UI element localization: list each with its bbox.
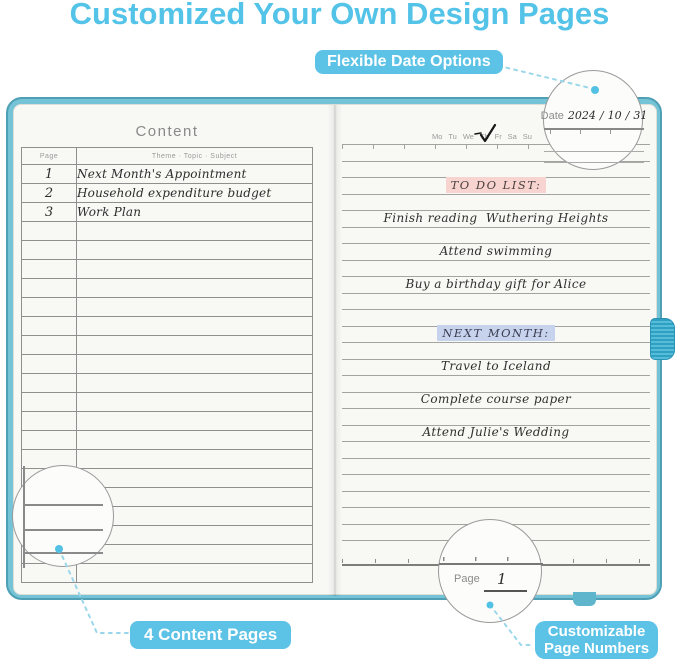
content-page-title: Content: [135, 123, 199, 140]
page-number-cell: [22, 317, 77, 336]
table-header-page: Page: [22, 148, 77, 165]
handwritten-entry: Complete course paper: [420, 392, 572, 406]
page-number-cell: [22, 336, 77, 355]
table-row: [22, 298, 313, 317]
table-header-row: [22, 148, 313, 165]
date-separator: /: [599, 109, 604, 122]
weekday-label: We: [462, 132, 474, 141]
subject-cell: Next Month's Appointment: [77, 165, 313, 184]
section-heading: NEXT MONTH:: [340, 325, 652, 341]
table-row: [22, 203, 313, 222]
ruled-line: [342, 491, 650, 492]
subject-cell: [77, 412, 313, 431]
callout-4-content-pages: 4 Content Pages: [130, 621, 291, 649]
ruled-line: [342, 375, 650, 376]
magnifier-content-circle: [12, 465, 114, 567]
date-label: Date: [540, 110, 564, 122]
handwritten-entry: Travel to Iceland: [440, 359, 552, 373]
callout-line-1: Customizable: [547, 623, 646, 640]
page-number-cell: 1: [22, 165, 77, 184]
table-row-line: [23, 504, 103, 506]
subject-cell: [77, 222, 313, 241]
subject-cell: [77, 431, 313, 450]
table-row: [22, 184, 313, 203]
table-row: [22, 393, 313, 412]
ruled-line: [342, 474, 650, 475]
page-title: Customized Your Own Design Pages: [69, 0, 610, 31]
page-number-value: 1: [497, 570, 507, 588]
subject-cell: [77, 545, 313, 564]
page-number-cell: 2: [22, 184, 77, 203]
weekday-label: Th: [479, 132, 489, 141]
ruled-line: [342, 260, 650, 261]
magnifier-date-circle: [540, 70, 648, 170]
table-row: [22, 279, 313, 298]
subject-cell: [77, 469, 313, 488]
tick-marks: [550, 130, 640, 134]
handwritten-entry: Finish reading Wuthering Heights: [383, 210, 609, 225]
callout-flexible-date-options: Flexible Date Options: [315, 50, 503, 74]
weekday-label: Tu: [448, 132, 457, 141]
page-number-cell: [22, 393, 77, 412]
handwritten-entry: Attend swimming: [439, 243, 553, 258]
table-row: [22, 165, 313, 184]
ruled-line: [544, 162, 644, 163]
subject-cell: [77, 450, 313, 469]
weekday-label: Su: [522, 132, 532, 141]
magnifier-page-circle: [438, 519, 542, 623]
subject-cell: [77, 393, 313, 412]
handwritten-entry: Attend Julie's Wedding: [422, 425, 570, 439]
date-field: [540, 109, 648, 122]
page-number-cell: [22, 355, 77, 374]
weekday-label: Fr: [494, 132, 502, 141]
date-separator: /: [625, 109, 630, 122]
subject-cell: [77, 241, 313, 260]
table-row: [22, 222, 313, 241]
table-row: [22, 241, 313, 260]
table-row: [22, 355, 313, 374]
ruled-line: [439, 563, 543, 565]
section-heading: TO DO LIST:: [340, 177, 652, 193]
table-row: [22, 412, 313, 431]
date-day: 31: [633, 109, 648, 122]
table-header-subject: Theme · Topic · Subject: [77, 148, 313, 165]
subject-cell: [77, 564, 313, 583]
ruled-line: [342, 293, 650, 294]
weekday-label: Mo: [432, 132, 443, 141]
page-number-cell: [22, 431, 77, 450]
ruled-line: [342, 458, 650, 459]
page-number-underline: [484, 590, 527, 592]
subject-cell: [77, 298, 313, 317]
subject-cell: [77, 317, 313, 336]
subject-cell: [77, 355, 313, 374]
page-number-cell: [22, 279, 77, 298]
page-number-cell: [22, 241, 77, 260]
table-row: [22, 336, 313, 355]
table-row: [22, 374, 313, 393]
table-row: [22, 260, 313, 279]
page-number-cell: 3: [22, 203, 77, 222]
callout-customizable-page-numbers: [535, 621, 658, 659]
table-row-line: [23, 529, 103, 531]
subject-cell: [77, 374, 313, 393]
weekday-label: Sa: [507, 132, 517, 141]
table-row-line: [23, 552, 103, 554]
pen-loop: [650, 318, 675, 360]
subject-cell: [77, 260, 313, 279]
ruled-line: [342, 342, 650, 343]
ruled-line: [342, 227, 650, 228]
ruled-line: [544, 151, 644, 152]
table-row: [22, 431, 313, 450]
subject-cell: [77, 336, 313, 355]
date-month: 10: [607, 109, 622, 122]
table-row: [22, 317, 313, 336]
ruled-line: [342, 309, 650, 310]
subject-cell: [77, 279, 313, 298]
page-number-cell: [22, 260, 77, 279]
ruled-line: [342, 194, 650, 195]
date-year: 2024: [567, 109, 596, 122]
handwritten-entry: Buy a birthday gift for Alice: [405, 276, 587, 291]
subject-cell: Work Plan: [77, 203, 313, 222]
ruled-line: [342, 408, 650, 409]
page-number-cell: [22, 374, 77, 393]
ruled-line: [342, 441, 650, 442]
callout-line-2: Page Numbers: [544, 640, 650, 657]
page-number-cell: [22, 412, 77, 431]
cover-tab: [573, 592, 596, 606]
subject-cell: Household expenditure budget: [77, 184, 313, 203]
ruled-line: [342, 507, 650, 508]
tick-marks: [443, 557, 539, 561]
page-number-cell: [22, 222, 77, 241]
page-number-cell: [22, 298, 77, 317]
page-number-label: Page: [454, 573, 480, 585]
